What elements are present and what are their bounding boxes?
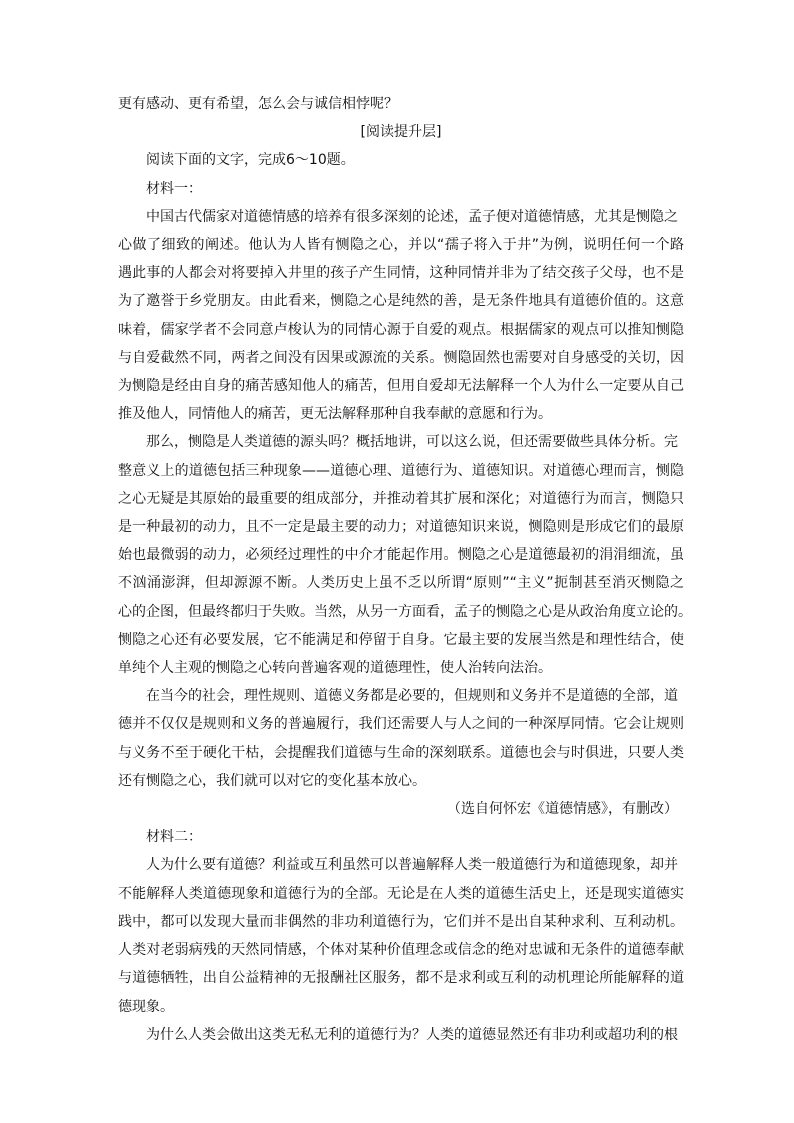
source-citation: （选自何怀宏《道德情感》，有删改）: [447, 801, 678, 818]
material1-paragraph-1: [118, 203, 684, 429]
text-line: 与道德牺牲，出自公益精神的无报酬社区服务，都不是求利或互利的动机理论所能解释的道: [118, 970, 684, 987]
material1-paragraph-2: [118, 428, 692, 682]
text-line: 味着，儒家学者不会同意卢梭认为的同情心源于自爱的观点。根据儒家的观点可以推知恻隐: [118, 321, 684, 338]
text-line: 德并不仅仅是规则和义务的普遍履行，我们还需要人与人之间的一种深厚同情。它会让规则: [118, 716, 684, 733]
text-line: 心做了细致的阐述。他认为人皆有恻隐之心，并以“孺子将入于井”为例，说明任何一个路: [118, 237, 684, 254]
text-line: 为了邀誉于乡党朋友。由此看来，恻隐之心是纯然的善，是无条件地具有道德价值的。这意: [118, 293, 684, 310]
section-title: [阅读提升层]: [360, 124, 442, 141]
material2-paragraph-2: [118, 1021, 684, 1049]
text-line: 还有恻隐之心，我们就可以对它的变化基本放心。: [118, 772, 426, 789]
text-line: 是一种最初的动力，且不一定是最主要的动力；对道德知识来说，恻隐则是形成它们的最原: [118, 519, 684, 536]
text-line: 在当今的社会，理性规则、道德义务都是必要的，但规则和义务并不是道德的全部，道: [146, 688, 678, 705]
text-line: 始也最微弱的动力，必须经过理性的中介才能起作用。恻隐之心是道德最初的涓涓细流，虽: [118, 547, 684, 564]
text-line: 与自爱截然不同，两者之间没有因果或源流的关系。恻隐固然也需要对自身感受的关切，因: [118, 349, 684, 366]
text-line: 遇此事的人都会对将要掉入井里的孩子产生同情，这种同情并非为了结交孩子父母，也不是: [118, 265, 684, 282]
top-line: 更有感动、更有希望，怎么会与诚信相悖呢？: [118, 96, 398, 112]
material2-label: 材料二：: [146, 829, 202, 846]
text-line: 德现象。: [118, 998, 174, 1015]
text-line: 践中，都可以发现大量而非偶然的非功利道德行为，它们并不是出自某种求利、互利动机。: [118, 913, 684, 930]
text-line: 不能解释人类道德现象和道德行为的全部。无论是在人类的道德生活史上，还是现实道德实: [118, 885, 684, 902]
material1-paragraph-3: [118, 682, 684, 795]
text-line: 与义务不至于硬化干枯，会提醒我们道德与生命的深刻联系。道德也会与时俱进，只要人类: [118, 744, 684, 761]
text-line: 为恻隐是经由自身的痛苦感知他人的痛苦，但用自爱却无法解释一个人为什么一定要从自己: [118, 378, 684, 395]
text-line: 人类对老弱病残的天然同情感，个体对某种价值理念或信念的绝对忠诚和无条件的道德奉献: [118, 942, 684, 959]
document-page: [118, 90, 692, 1049]
text-line: 那么，恻隐是人类道德的源头吗？概括地讲，可以这么说，但还需要做些具体分析。完: [146, 434, 678, 451]
text-line: 整意义上的道德包括三种现象——道德心理、道德行为、道德知识。对道德心理而言，恻隐: [118, 462, 684, 479]
text-line: 不汹涌澎湃，但却源源不断。人类历史上虽不乏以所谓“原则”“主义”扼制甚至消灭恻隐之: [118, 575, 684, 592]
text-line: 恻隐之心还有必要发展，它不能满足和停留于自身。它最主要的发展当然是和理性结合，使: [118, 631, 684, 648]
material1-label: 材料一：: [146, 180, 202, 197]
instruction-text: 阅读下面的文字，完成6～10题。: [146, 152, 355, 169]
text-line: 之心无疑是其原始的最重要的组成部分，并推动着其扩展和深化；对道德行为而言，恻隐只: [118, 490, 684, 507]
text-line: 推及他人，同情他人的痛苦，更无法解释那种自我奉献的意愿和行为。: [118, 406, 552, 423]
text-line: 单纯个人主观的恻隐之心转向普遍客观的道德理性，使人治转向法治。: [118, 660, 552, 677]
text-line: 中国古代儒家对道德情感的培养有很多深刻的论述，孟子便对道德情感，尤其是恻隐之: [146, 208, 678, 225]
material2-paragraph-1: [118, 851, 684, 1020]
text-line: 心的企图，但最终都归于失败。当然，从另一方面看，孟子的恻隐之心是从政治角度立论的。: [118, 603, 692, 620]
text-line: 为什么人类会做出这类无私无利的道德行为？人类的道德显然还有非功利或超功利的根: [146, 1026, 678, 1043]
text-line: 人为什么要有道德？利益或互利虽然可以普遍解释人类一般道德行为和道德现象，却并: [146, 857, 678, 874]
